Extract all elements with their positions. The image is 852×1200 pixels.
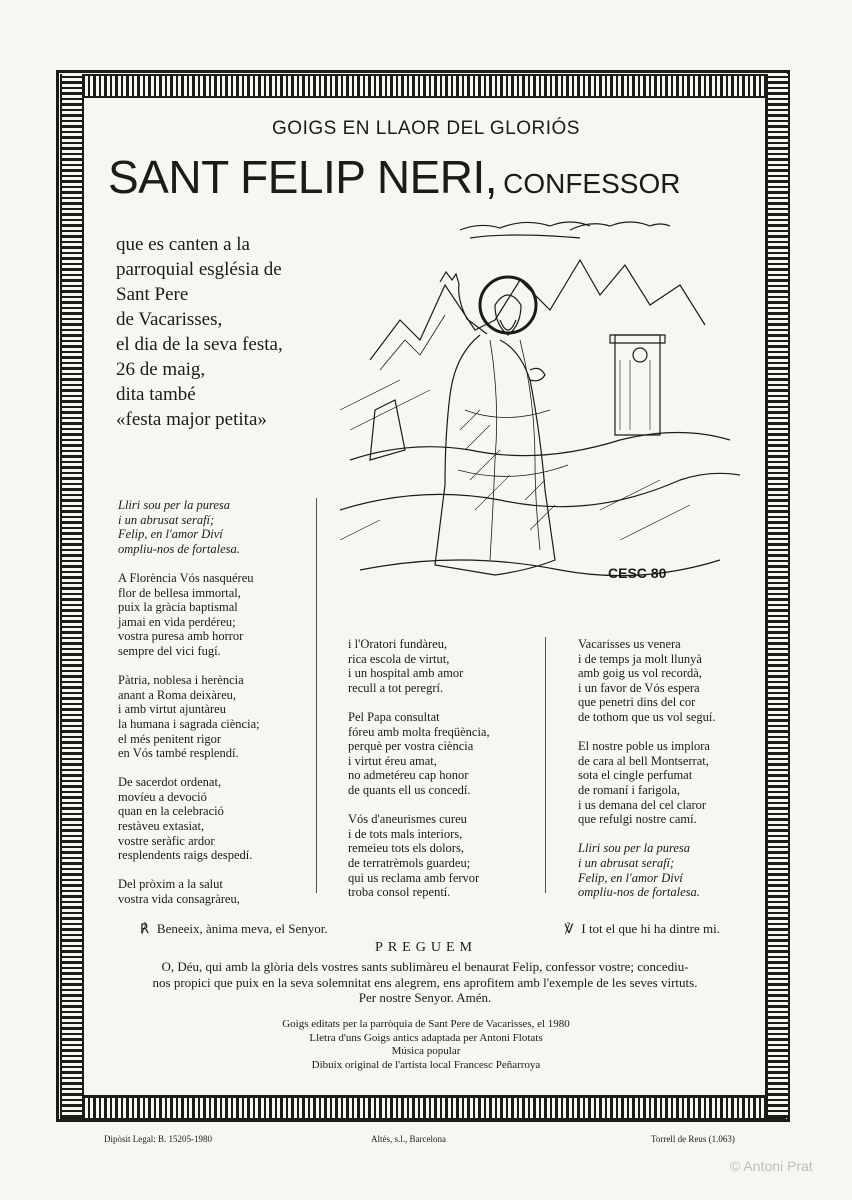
verse-line: i un abrusat serafí; — [118, 512, 215, 527]
verse-line: Vós d'aneurismes cureu — [348, 812, 467, 827]
verse-line: puix la gràcia baptismal — [118, 600, 238, 615]
verse-line: anant a Roma deixàreu, — [118, 687, 237, 702]
verse-line: jamai en vida perdéreu; — [118, 614, 236, 629]
intro-line: «festa major petita» — [116, 409, 267, 430]
prayer-line: Per nostre Senyor. Amén. — [358, 990, 492, 1005]
verse-stanza — [348, 637, 538, 695]
refrain-stanza — [118, 498, 308, 556]
verse-line: sempre del vici fugí. — [118, 643, 221, 658]
verse-line: i virtut éreu amat, — [348, 753, 437, 768]
verse-column-2 — [348, 637, 538, 914]
versicle-text: I tot el que hi ha dintre mi. — [581, 921, 720, 936]
verse-line: vostra vida consagràreu, — [118, 892, 240, 907]
column-divider — [545, 637, 546, 893]
verse-line: Felip, en l'amor Diví — [118, 527, 223, 542]
verse-line: rica escola de virtut, — [348, 651, 450, 666]
saint-illustration — [340, 210, 740, 610]
verse-stanza — [578, 739, 738, 827]
verse-column-1 — [118, 498, 308, 921]
copyright-watermark: © Antoni Prat — [730, 1158, 813, 1174]
verse-line: i amb virtut ajuntàreu — [118, 702, 226, 717]
verse-column-3 — [578, 637, 738, 914]
intro-line: de Vacarisses, — [116, 309, 223, 330]
ornamental-border-left — [60, 74, 84, 1118]
verse-line: en Vós també resplendí. — [118, 746, 239, 761]
verse-line: ompliu-nos de fortalesa. — [118, 541, 240, 556]
verse-line: Lliri sou per la puresa — [578, 841, 691, 856]
versicle — [564, 921, 720, 937]
verse-line: movíeu a devoció — [118, 789, 207, 804]
verse-line: vostre seràfic ardor — [118, 833, 215, 848]
verse-line: fóreu amb molta freqüència, — [348, 724, 490, 739]
verse-line: el més penitent rigor — [118, 731, 222, 746]
title-suffix: CONFESSOR — [503, 168, 681, 199]
ornamental-border-bottom — [60, 1096, 786, 1120]
verse-line: troba consol repentí. — [348, 885, 451, 900]
verse-line: i un abrusat serafí; — [578, 855, 675, 870]
response-symbol: ℟ — [140, 921, 149, 936]
credit-line: Música popular — [391, 1045, 461, 1057]
verse-line: que refulgi nostre camí. — [578, 812, 697, 827]
verse-line: sota el cingle perfumat — [578, 768, 693, 783]
verse-line: flor de bellesa immortal, — [118, 585, 241, 600]
intro-line: dita també — [116, 384, 196, 405]
verse-line: A Florència Vós nasquéreu — [118, 570, 254, 585]
intro-line: parroquial església de — [116, 259, 282, 280]
verse-stanza — [118, 673, 308, 761]
verse-stanza — [118, 877, 308, 906]
verse-line: Pel Papa consultat — [348, 709, 440, 724]
page-title — [108, 150, 758, 204]
verse-line: i un hospital amb amor — [348, 666, 464, 681]
verse-line: Del pròxim a la salut — [118, 877, 223, 892]
verse-line: ompliu-nos de fortalesa. — [578, 885, 700, 900]
response-text: Beneeix, ànima meva, el Senyor. — [156, 921, 328, 936]
legal-deposit: Dipòsit Legal: B. 15205-1980 — [104, 1134, 212, 1144]
intro-line: el dia de la seva festa, — [116, 334, 283, 355]
header-subtitle: GOIGS EN LLAOR DEL GLORIÓS — [272, 118, 580, 139]
credit-line: Goigs editats per la parròquia de Sant Pere de Vacarisses, el 1980 — [282, 1018, 570, 1030]
verse-line: la humana i sagrada ciència; — [118, 716, 260, 731]
verse-line: de cara al bell Montserrat, — [578, 753, 709, 768]
column-divider — [316, 498, 317, 893]
versicle-symbol: ℣ — [564, 921, 574, 936]
verse-line: i de tots mals interiors, — [348, 826, 463, 841]
verse-line: Lliri sou per la puresa — [118, 498, 231, 512]
verse-line: quan en la celebració — [118, 804, 224, 819]
verse-stanza — [578, 637, 738, 725]
verse-line: vostra puresa amb horror — [118, 629, 244, 644]
prayer-text — [120, 959, 730, 1006]
verse-line: amb goig us vol recordà, — [578, 666, 702, 681]
ornamental-border-top — [60, 74, 786, 98]
intro-line: que es canten a la — [116, 234, 250, 255]
title-main: SANT FELIP NERI, — [108, 151, 498, 203]
verse-line: resplendents raigs despedí. — [118, 848, 253, 863]
verse-line: no admetéreu cap honor — [348, 768, 469, 783]
verse-line: recull a tot peregrí. — [348, 680, 444, 695]
ornamental-border-right — [766, 74, 790, 1118]
verse-stanza — [118, 571, 308, 659]
collection-number: Torrell de Reus (1.063) — [651, 1134, 735, 1144]
credit-line: Lletra d'uns Goigs antics adaptada per Antoni Flotats — [309, 1031, 543, 1044]
verse-line: remeieu tots els dolors, — [348, 841, 464, 856]
verse-line: i un favor de Vós espera — [578, 680, 700, 695]
credits — [0, 1018, 852, 1072]
verse-line: qui us reclama amb fervor — [348, 870, 480, 885]
credit-line: Dibuix original de l'artista local Francesc Peñarroya — [311, 1058, 541, 1071]
verse-line: Vacarisses us venera — [578, 637, 681, 651]
verse-stanza — [118, 775, 308, 863]
verse-line: i de temps ja molt llunyà — [578, 651, 702, 666]
verse-line: de terratrèmols guardeu; — [348, 855, 471, 870]
intro-text — [116, 232, 346, 432]
verse-line: que penetri dins del cor — [578, 695, 696, 710]
verse-line: i us demana del cel claror — [578, 797, 707, 812]
prayer-line: nos propici que puix en la seva solemnitat ens alegrem, ens aprofitem amb l'exemple de les seves virtuts. — [152, 974, 698, 990]
verse-line: de quants ell us concedí. — [348, 782, 471, 797]
printer: Altés, s.l., Barcelona — [371, 1134, 446, 1144]
refrain-stanza — [578, 841, 738, 899]
verse-line: de romaní i farigola, — [578, 782, 681, 797]
verse-line: De sacerdot ordenat, — [118, 775, 222, 790]
artist-signature: CESC 80 — [608, 565, 667, 581]
verse-stanza — [348, 710, 538, 798]
verse-line: El nostre poble us implora — [578, 739, 710, 754]
prayer-line: O, Déu, qui amb la glòria dels vostres sants sublimàreu el benaurat Felip, confessor vostre; concediu- — [161, 959, 689, 974]
response — [140, 921, 328, 937]
verse-line: i l'Oratori fundàreu, — [348, 637, 448, 651]
verse-line: Pàtria, noblesa i herència — [118, 673, 244, 688]
verse-line: de tothom que us vol seguí. — [578, 709, 716, 724]
intro-line: 26 de maig, — [116, 359, 206, 380]
verse-line: perquè per vostra ciència — [348, 739, 474, 754]
verse-line: restàveu extasiat, — [118, 819, 205, 834]
intro-line: Sant Pere — [116, 284, 189, 305]
verse-stanza — [348, 812, 538, 900]
verse-line: Felip, en l'amor Diví — [578, 870, 683, 885]
prayer-heading: PREGUEM — [375, 940, 477, 955]
